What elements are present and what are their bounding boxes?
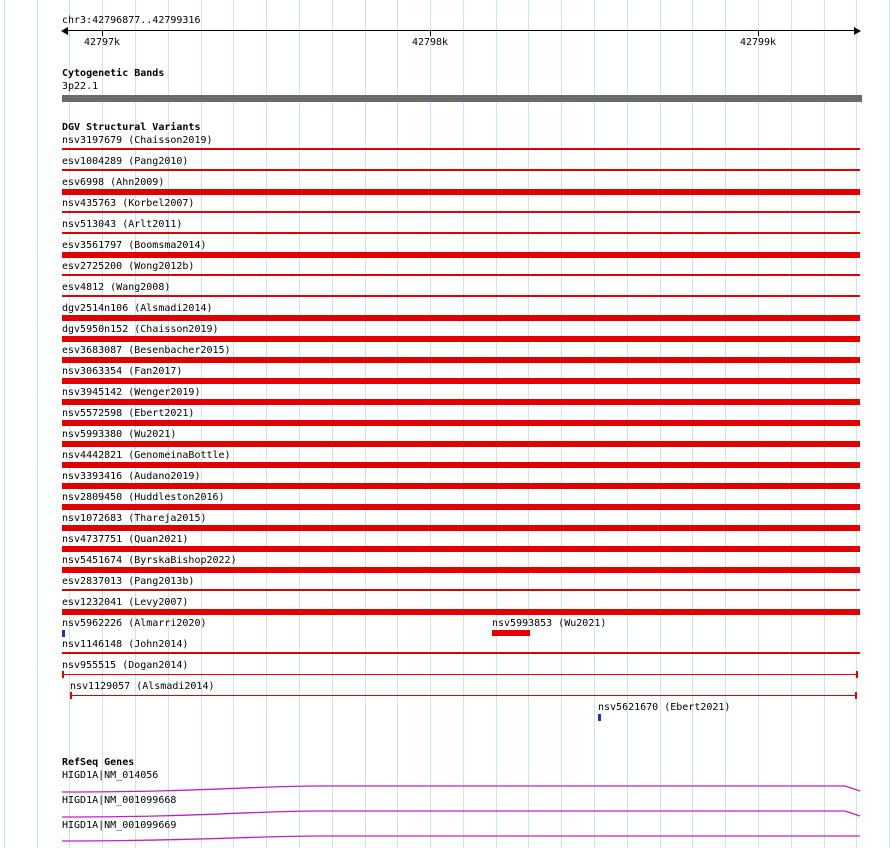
- variant-range-end: [70, 692, 72, 699]
- variant-bar[interactable]: [62, 399, 860, 405]
- variant-bar[interactable]: [62, 567, 860, 573]
- variant-label[interactable]: esv3561797 (Boomsma2014): [62, 240, 207, 251]
- cytogenetic-bands-title: Cytogenetic Bands: [62, 68, 165, 79]
- grid-line: [37, 0, 38, 848]
- variant-label[interactable]: nsv5962226 (Almarri2020): [62, 618, 207, 629]
- ruler-tick-label: 42798k: [411, 37, 449, 48]
- variant-range[interactable]: [70, 695, 857, 696]
- gene-line[interactable]: [62, 786, 860, 792]
- variant-label[interactable]: nsv3945142 (Wenger2019): [62, 387, 201, 398]
- variant-label[interactable]: nsv1072683 (Thareja2015): [62, 513, 207, 524]
- variant-bar[interactable]: [62, 609, 860, 615]
- cytoband-name: 3p22.1: [62, 81, 99, 92]
- variant-bar[interactable]: [62, 189, 860, 195]
- variant-bar[interactable]: [62, 525, 860, 531]
- refseq-track-title: RefSeq Genes: [62, 757, 135, 768]
- variant-label[interactable]: nsv1129057 (Alsmadi2014): [70, 681, 215, 692]
- variant-range[interactable]: [62, 674, 858, 675]
- cytoband-bar[interactable]: [62, 95, 862, 102]
- ruler-right-arrow-icon: [854, 27, 861, 35]
- variant-label[interactable]: esv4812 (Wang2008): [62, 282, 171, 293]
- variant-range-end: [855, 692, 857, 699]
- variant-label[interactable]: nsv5572598 (Ebert2021): [62, 408, 195, 419]
- variant-label[interactable]: nsv5621670 (Ebert2021): [598, 702, 731, 713]
- variant-label[interactable]: esv1232041 (Levy2007): [62, 597, 189, 608]
- variant-bar[interactable]: [62, 336, 860, 342]
- variant-label[interactable]: nsv513043 (Arlt2011): [62, 219, 183, 230]
- ruler-left-arrow-icon: [61, 27, 68, 35]
- variant-label[interactable]: nsv3393416 (Audano2019): [62, 471, 201, 482]
- variant-bar[interactable]: [62, 462, 860, 468]
- variant-label[interactable]: dgv2514n106 (Alsmadi2014): [62, 303, 213, 314]
- variant-bar[interactable]: [62, 420, 860, 426]
- variant-label[interactable]: nsv4737751 (Quan2021): [62, 534, 189, 545]
- variant-label[interactable]: nsv435763 (Korbel2007): [62, 198, 195, 209]
- variant-label[interactable]: nsv3197679 (Chaisson2019): [62, 135, 213, 146]
- variant-bar[interactable]: [62, 504, 860, 510]
- variant-label[interactable]: nsv2809450 (Huddleston2016): [62, 492, 225, 503]
- ruler-line[interactable]: [67, 30, 855, 31]
- variant-label[interactable]: nsv3063354 (Fan2017): [62, 366, 183, 377]
- variant-bar[interactable]: [62, 652, 860, 654]
- dgv-track-title: DGV Structural Variants: [62, 122, 201, 133]
- variant-range-end: [62, 671, 64, 678]
- region-label: chr3:42796877..42799316: [62, 15, 201, 26]
- variant-bar[interactable]: [62, 357, 860, 363]
- variant-bar[interactable]: [62, 211, 860, 213]
- variant-bar[interactable]: [62, 546, 860, 552]
- variant-bar[interactable]: [62, 295, 860, 297]
- variant-label[interactable]: dgv5950n152 (Chaisson2019): [62, 324, 219, 335]
- ruler-tick-label: 42799k: [739, 37, 777, 48]
- variant-label[interactable]: nsv5451674 (ByrskaBishop2022): [62, 555, 237, 566]
- variant-bar[interactable]: [62, 148, 860, 150]
- variant-bar[interactable]: [62, 274, 860, 276]
- variant-label[interactable]: esv2725200 (Wong2012b): [62, 261, 195, 272]
- variant-bar[interactable]: [62, 169, 860, 171]
- variant-point[interactable]: [598, 714, 601, 721]
- variant-bar[interactable]: [62, 232, 860, 234]
- gene-line[interactable]: [62, 836, 860, 841]
- gene-label[interactable]: HIGD1A|NM_014056: [62, 770, 159, 781]
- gene-label[interactable]: HIGD1A|NM_001099668: [62, 795, 177, 806]
- variant-label[interactable]: nsv5993853 (Wu2021): [492, 618, 607, 629]
- variant-bar[interactable]: [62, 252, 860, 258]
- variant-label[interactable]: esv6998 (Ahn2009): [62, 177, 165, 188]
- variant-bar[interactable]: [62, 315, 860, 321]
- variant-point[interactable]: [62, 630, 65, 637]
- variant-range-end: [856, 671, 858, 678]
- variant-label[interactable]: nsv1146148 (John2014): [62, 639, 189, 650]
- gene-label[interactable]: HIGD1A|NM_001099669: [62, 820, 177, 831]
- grid-line: [4, 0, 5, 848]
- variant-label[interactable]: nsv4442821 (GenomeinaBottle): [62, 450, 231, 461]
- variant-bar[interactable]: [62, 483, 860, 489]
- variant-label[interactable]: nsv955515 (Dogan2014): [62, 660, 189, 671]
- variant-label[interactable]: esv2837013 (Pang2013b): [62, 576, 195, 587]
- variant-bar[interactable]: [492, 630, 530, 636]
- variant-label[interactable]: nsv5993380 (Wu2021): [62, 429, 177, 440]
- variant-label[interactable]: esv3683087 (Besenbacher2015): [62, 345, 231, 356]
- variant-bar[interactable]: [62, 441, 860, 447]
- variant-bar[interactable]: [62, 589, 860, 591]
- variant-label[interactable]: esv1004289 (Pang2010): [62, 156, 189, 167]
- ruler-tick-label: 42797k: [83, 37, 121, 48]
- gene-line[interactable]: [62, 811, 860, 817]
- variant-bar[interactable]: [62, 378, 860, 384]
